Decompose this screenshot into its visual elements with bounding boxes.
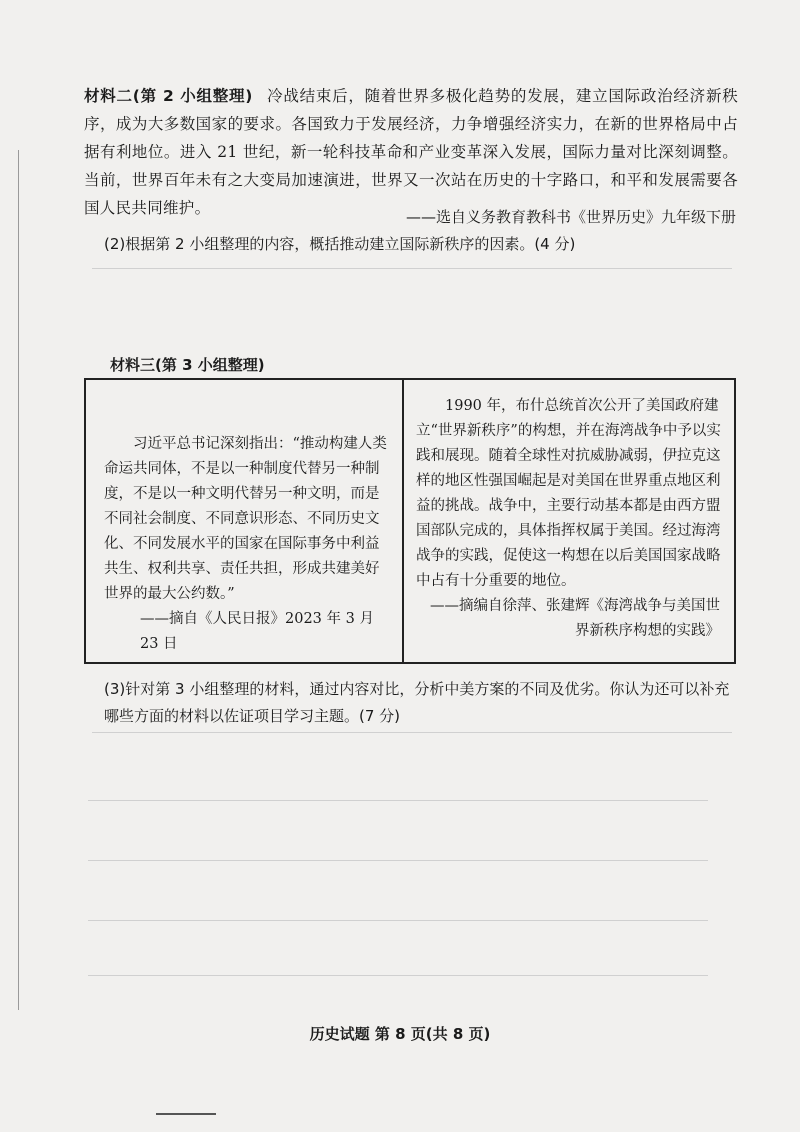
material-2-paragraph [84,82,738,222]
bleed-through-line [88,920,708,921]
bleed-through-line [92,268,732,269]
material-2-source: ——选自义务教育教科书《世界历史》九年级下册 [405,208,736,226]
page-edge-line [18,150,19,1010]
material-3-label: 材料三(第 3 小组整理) [110,356,265,374]
material-3-right-source: ——摘编自徐萍、张建辉《海湾战争与美国世界新秩序构想的实践》 [430,598,720,639]
bleed-through-line [92,732,732,733]
material-3-left-text: 习近平总书记深刻指出：“推动构建人类命运共同体，不是以一种制度代替另一种制度，不是以一种文明代替另一种文明，而是不同社会制度、不同意识形态、不同历史文化、不同发展水平的国家在国际事务中利益共生、权利共享、责任共担，形成共建美好世界的最大公约数。” [104,436,387,602]
page-footer: 历史试题 第 8 页(共 8 页) [309,1025,491,1043]
material-3-table [84,378,736,664]
material-2-label: 材料二(第 2 小组整理) [84,87,253,105]
question-2: (2)根据第 2 小组整理的内容，概括推动建立国际新秩序的因素。(4 分) [104,235,576,253]
bleed-through-line [88,975,708,976]
bottom-edge-mark [156,1113,216,1115]
bleed-through-line [88,860,708,861]
bleed-through-line [88,800,708,801]
material-3-right-text: 1990 年，布什总统首次公开了美国政府建立“世界新秩序”的构想，并在海湾战争中予以实践和展现。随着全球性对抗威胁减弱，伊拉克这样的地区性强国崛起是对美国在世界重点地区利益的挑战。战争中，主要行动基本都是由西方盟国部队完成的，具体指挥权属于美国。经过海湾战争的实践，促使这一构想在以后美国国家战略中占有十分重要的地位。 [416,398,721,589]
question-3: (3)针对第 3 小组整理的材料，通过内容对比，分析中美方案的不同及优劣。你认为还可以补充哪些方面的材料以佐证项目学习主题。(7 分) [104,680,730,725]
material-3-left-source: ——摘自《人民日报》2023 年 3 月 23 日 [140,611,374,652]
material-2-text: 冷战结束后，随着世界多极化趋势的发展，建立国际政治经济新秩序，成为大多数国家的要求。各国致力于发展经济，力争增强经济实力，在新的世界格局中占据有利地位。进入 21 世纪，新一轮科技革命和产业变革深入发展，国际力量对比深刻调整。当前，世界百年未有之大变局加速演进，世界又一次站在历史的十字路口，和平和发展需要各国人民共同维护。 [84,87,738,217]
material-3-right-cell [404,380,734,662]
material-3-left-cell [86,380,404,662]
